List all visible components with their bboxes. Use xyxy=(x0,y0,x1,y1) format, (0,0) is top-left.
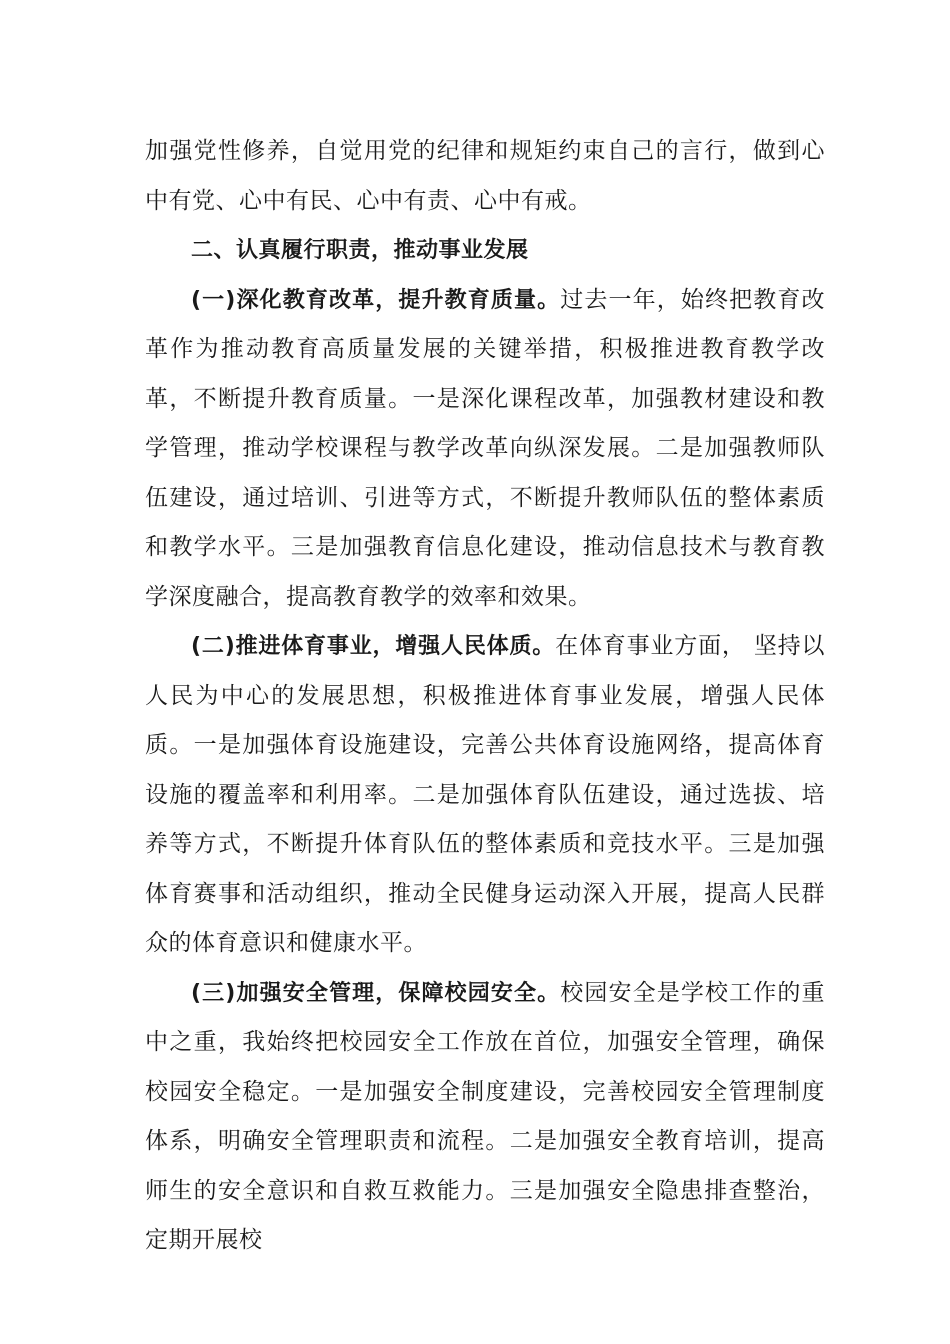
subsection-text: 在体育事业方面， 坚持以人民为中心的发展思想，积极推进体育事业发展，增强人民体质。一是加强体育设施建设，完善公共体育设施网络，提高体育设施的覆盖率和利用率。二是加强体育队伍建设，通过选拔、培养等方式，不断提升体育队伍的整体素质和竞技水平。三是加强体育赛事和活动组织，推动全民健身运动深入开展，提高人民群众的体育意识和健康水平。 xyxy=(145,633,825,956)
subsection-lead: (二)推进体育事业，增强人民体质。 xyxy=(191,634,556,659)
subsection-lead: (一)深化教育改革，提升教育质量。 xyxy=(191,287,561,313)
subsection-sports xyxy=(145,622,825,969)
subsection-education-reform xyxy=(145,276,825,623)
subsection-text: 校园安全是学校工作的重中之重，我始终把校园安全工作放在首位，加强安全管理，确保校园安全稳定。一是加强安全制度建设，完善校园安全管理制度体系，明确安全管理职责和流程。二是加强安全教育培训，提高师生的安全意识和自救互救能力。三是加强安全隐患排查整治，定期开展校 xyxy=(145,979,825,1253)
section-heading: 二、认真履行职责，推动事业发展 xyxy=(191,238,529,263)
subsection-lead: (三)加强安全管理，保障校园安全。 xyxy=(191,980,561,1006)
subsection-campus-safety xyxy=(145,969,825,1266)
subsection-text: 过去一年，始终把教育改革作为推动教育高质量发展的关键举措，积极推进教育教学改革，不断提升教育质量。一是深化课程改革，加强教材建设和教学管理，推动学校课程与教学改革向纵深发展。二是加强教师队伍建设，通过培训、引进等方式，不断提升教师队伍的整体素质和教学水平。三是加强教育信息化建设，推动信息技术与教育教学深度融合，提高教育教学的效率和效果。 xyxy=(145,286,825,610)
continued-paragraph: 加强党性修养，自觉用党的纪律和规矩约束自己的言行，做到心中有党、心中有民、心中有责、心中有戒。 xyxy=(145,138,825,214)
document-body xyxy=(145,127,825,1266)
